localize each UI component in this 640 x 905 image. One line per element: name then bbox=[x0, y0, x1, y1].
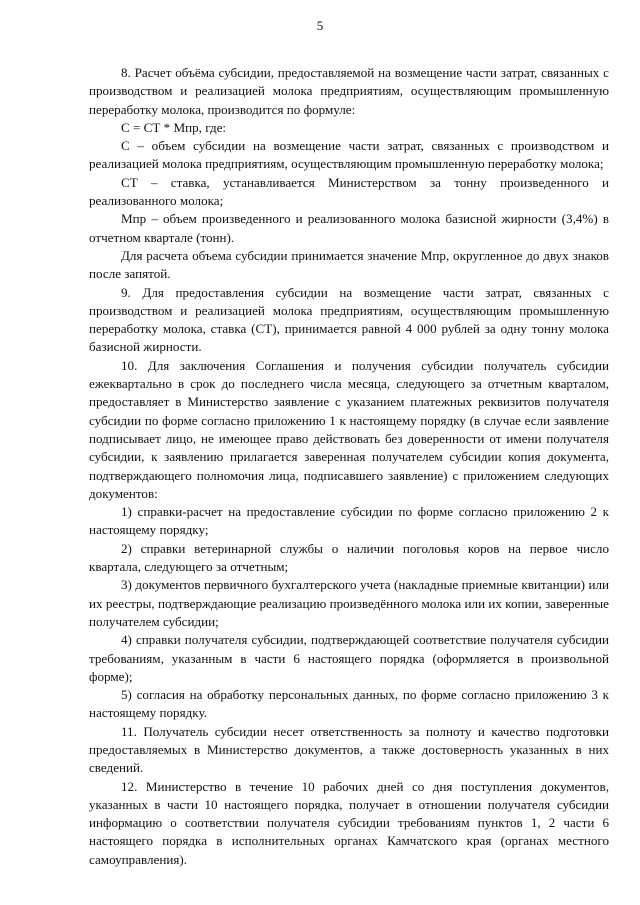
list-item-1: 1) справки-расчет на предоставление субсидии по форме согласно приложению 2 к настоящему порядку; bbox=[89, 504, 609, 538]
page-number: 5 bbox=[316, 18, 324, 33]
paragraph-9-rate: 9. Для предоставления субсидии на возмещение части затрат, связанных с производством и реализацией молока предприятиям, осуществляющим промышленную переработку молока, ставка (СТ), принимается равной 4 000 рублей за одну тонну молока базисной жирности. bbox=[89, 284, 609, 355]
paragraph-8-subsidy-calculation: 8. Расчет объёма субсидии, предоставляемой на возмещение части затрат, связанных с производством и реализацией молока предприятиям, осуществляющим промышленную переработку молока, производится по формуле: bbox=[89, 65, 609, 117]
paragraph-11-responsibility: 11. Получатель субсидии несет ответственность за полноту и качество подготовки предоставляемых в Министерство документов, а также достоверность указанных в них сведений. bbox=[89, 723, 609, 776]
list-item-3: 3) документов первичного бухгалтерского учета (накладные приемные квитанции) или их реестры, подтверждающие реализацию произведённого молока или их копии, заверенные получателем субсидии; bbox=[89, 577, 609, 629]
formula-line: С = СТ * Мпр, где: bbox=[121, 119, 227, 135]
rounding-rule: Для расчета объема субсидии принимается значение Мпр, округленное до двух знаков после запятой. bbox=[89, 247, 609, 282]
paragraph-12-verification: 12. Министерство в течение 10 рабочих дней со дня поступления документов, указанных в части 10 настоящего порядка, получает в отношении получателя субсидии информацию о соответствии получателя субсидии требованиям пунктов 1, 2 части 6 настоящего порядка в исполнительных органах Камчатского края (органах местного самоуправления). bbox=[89, 778, 609, 867]
list-item-2: 2) справки ветеринарной службы о наличии поголовья коров на первое число квартала, следующего за отчетным; bbox=[89, 540, 609, 575]
definition-mpr: Мпр – объем произведенного и реализованного молока базисной жирности (3,4%) в отчетном квартале (тонн). bbox=[89, 211, 609, 245]
definition-c: С – объем субсидии на возмещение части затрат, связанных с производством и реализацией молока предприятиям, осуществляющим промышленную переработку молока; bbox=[89, 138, 609, 172]
document-body bbox=[89, 64, 609, 869]
list-item-5: 5) согласия на обработку персональных данных, по форме согласно приложению 3 к настоящему порядку. bbox=[89, 687, 609, 721]
paragraph-10-application: 10. Для заключения Соглашения и получения субсидии получатель субсидии ежеквартально в срок до последнего числа месяца, следующего за отчетным кварталом, предоставляет в Министерство заявление с указанием платежных реквизитов получателя субсидии по форме согласно приложению 1 к настоящему порядку (в случае если заявление подписывает лицо, не имеющее право действовать без доверенности от имени получателя субсидии, к заявлению прилагается заверенная получателем субсидии копия документа, подтверждающего полномочия лица, подписавшего заявление) с приложением следующих документов: bbox=[89, 357, 609, 501]
definition-st: СТ – ставка, устанавливается Министерством за тонну произведенного и реализованного молока; bbox=[89, 174, 609, 209]
list-item-4: 4) справки получателя субсидии, подтверждающей соответствие получателя субсидии требованиям, указанным в части 6 настоящего порядка (оформляется в произвольной форме); bbox=[89, 632, 609, 684]
